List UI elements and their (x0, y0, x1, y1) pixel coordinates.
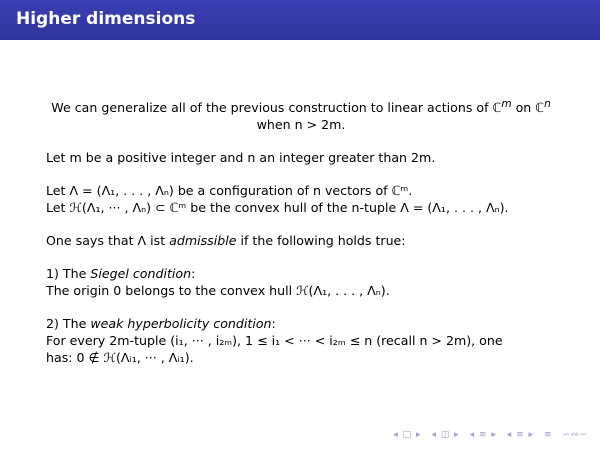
paragraph-admissible (46, 232, 556, 249)
nav-toc-icon[interactable]: ≡ (543, 430, 553, 440)
intro-line1: We can generalize all of the previous construction to linear actions of ℂ (51, 100, 502, 116)
weak-text-line2: has: 0 ∉ ℋ(Λᵢ₁, ··· , Λᵢ₁). (46, 350, 194, 366)
title-bar (0, 0, 600, 40)
intro-sup-m: m (501, 98, 512, 110)
beamer-navigation (387, 430, 588, 440)
nav-subsection-icon[interactable]: ◂ ◫ ▸ (431, 430, 460, 440)
siegel-heading (46, 265, 556, 282)
intro-sup-n: n (544, 98, 551, 110)
paragraph-lambda: Let Λ = (Λ₁, . . . , Λₙ) be a configuration of n vectors of ℂᵐ. (46, 183, 413, 199)
slide-title: Higher dimensions (16, 9, 196, 29)
weak-heading (46, 315, 556, 332)
paragraph-convex-hull: Let ℋ(Λ₁, ··· , Λₙ) ⊂ ℂᵐ be the convex hull of the n-tuple Λ = (Λ₁, . . . , Λₙ). (46, 200, 509, 216)
admissible-post: if the following holds true: (236, 233, 406, 249)
weak-pre: 2) The (46, 316, 91, 332)
admissible-pre: One says that Λ ist (46, 233, 170, 249)
slide-content (46, 96, 556, 366)
siegel-post: : (191, 266, 196, 282)
siegel-term: Siegel condition (90, 266, 192, 282)
siegel-text: The origin 0 belongs to the convex hull ℋ(Λ₁, . . . , Λₙ). (46, 283, 390, 299)
intro-paragraph (46, 96, 556, 133)
nav-section-icon[interactable]: ◂ ≡ ▸ (469, 430, 497, 440)
nav-search-icon[interactable]: ∽∾∽ (562, 430, 588, 440)
weak-text-line1: For every 2m-tuple (i₁, ··· , i₂ₘ), 1 ≤ i₁ < ··· < i₂ₘ ≤ n (recall n > 2m), one (46, 333, 503, 349)
intro-mid: on ℂ (511, 100, 545, 116)
nav-frame-icon[interactable]: ◂ □ ▸ (393, 430, 422, 440)
intro-line2: when n > 2m. (256, 117, 346, 133)
nav-part-icon[interactable]: ◂ ≡ ▸ (506, 430, 535, 440)
weak-term: weak hyperbolicity condition (90, 316, 272, 332)
paragraph-m-n: Let m be a positive integer and n an integer greater than 2m. (46, 150, 436, 166)
weak-post: : (271, 316, 276, 332)
siegel-pre: 1) The (46, 266, 91, 282)
admissible-term: admissible (169, 233, 237, 249)
